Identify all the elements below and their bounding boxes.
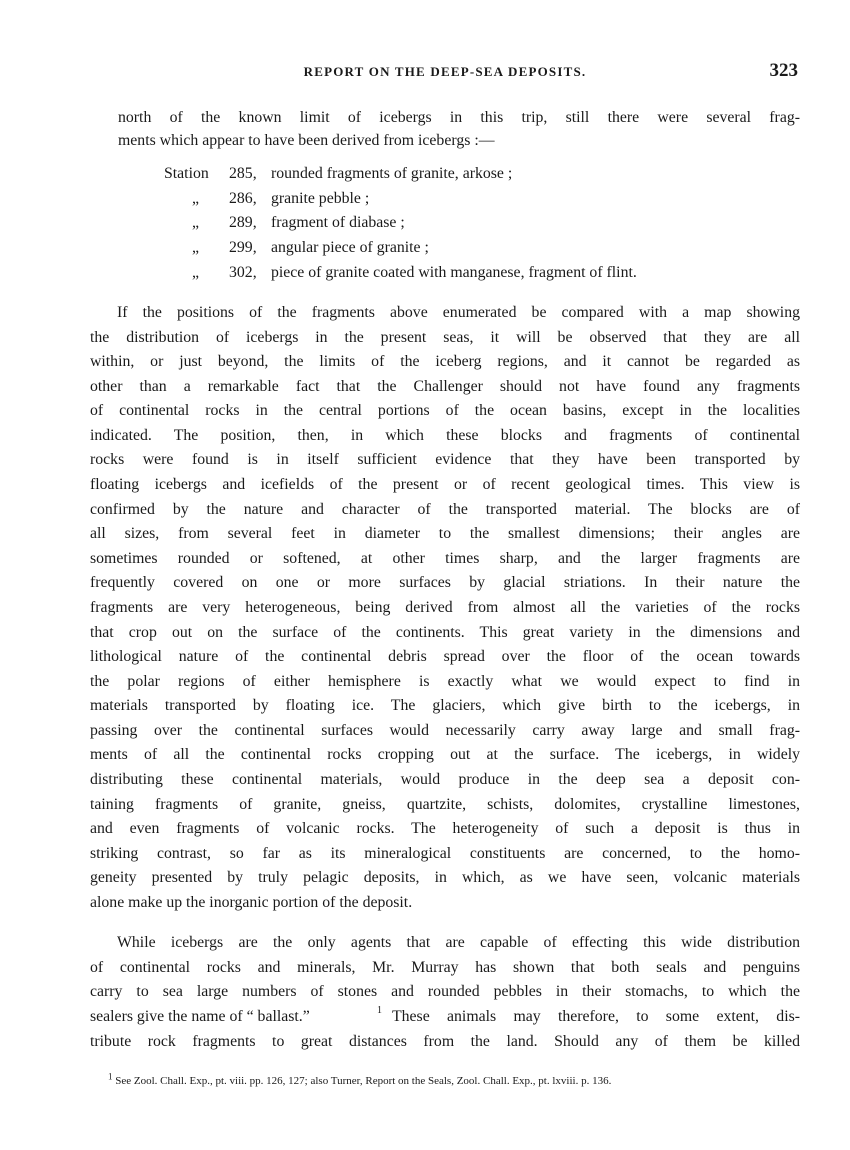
text-line: lithological nature of the continental debris spread over the floor of the ocean towards: [90, 648, 800, 665]
station-number: 302,: [229, 264, 257, 281]
station-number: 286,: [229, 190, 257, 207]
text-line: within, or just beyond, the limits of the iceberg regions, and it cannot be regarded as: [90, 353, 800, 370]
text-line-segment: These animals may therefore, to some extent, dis-: [392, 1008, 800, 1025]
station-description: piece of granite coated with manganese, fragment of flint.: [271, 264, 637, 281]
text-line: of continental rocks and minerals, Mr. Murray has shown that both seals and penguins: [90, 959, 800, 976]
text-line: materials transported by floating ice. The glaciers, which give birth to the icebergs, in: [90, 697, 800, 714]
station-prefix: Station: [164, 165, 209, 182]
text-line: indicated. The position, then, in which these blocks and fragments of continental: [90, 427, 800, 444]
text-line: alone make up the inorganic portion of the deposit.: [90, 894, 413, 911]
footnote-reference: 1: [377, 1005, 382, 1016]
text-line: ments which appear to have been derived from icebergs :—: [118, 132, 495, 149]
station-number: 299,: [229, 239, 257, 256]
text-line: the polar regions of either hemisphere is exactly what we would expect to find in: [90, 673, 800, 690]
page-number: 323: [769, 60, 798, 81]
station-description: fragment of diabase ;: [271, 214, 405, 231]
text-line-segment: sealers give the name of “ ballast.”: [90, 1008, 310, 1025]
text-line: ments of all the continental rocks cropping out at the surface. The icebergs, in widely: [90, 746, 800, 763]
text-line: striking contrast, so far as its mineralogical constituents are concerned, to the homo-: [90, 845, 800, 862]
station-description: rounded fragments of granite, arkose ;: [271, 165, 513, 182]
text-line: geneity presented by truly pelagic deposits, in which, as we have seen, volcanic materials: [90, 869, 800, 886]
text-line: floating icebergs and icefields of the present or of recent geological times. This view is: [90, 476, 800, 493]
station-description: angular piece of granite ;: [271, 239, 429, 256]
text-line: that crop out on the surface of the continents. This great variety in the dimensions and: [90, 624, 800, 641]
text-line: and even fragments of volcanic rocks. The heterogeneity of such a deposit is thus in: [90, 820, 800, 837]
ditto-mark: „: [192, 214, 200, 231]
text-line: of continental rocks in the central portions of the ocean basins, except in the localities: [90, 402, 800, 419]
station-number: 289,: [229, 214, 257, 231]
text-line: sometimes rounded or softened, at other times sharp, and the larger fragments are: [90, 550, 800, 567]
text-line: frequently covered on one or more surfaces by glacial striations. In their nature the: [90, 574, 800, 591]
footnote: [108, 1071, 778, 1088]
text-line: passing over the continental surfaces would necessarily carry away large and small frag-: [90, 722, 800, 739]
footnote-text: See Zool. Chall. Exp., pt. viii. pp. 126, 127; also Turner, Report on the Seals, Zool. Chall. Exp., pt. lxviii. p. 136.: [115, 1075, 612, 1087]
ditto-mark: „: [192, 190, 200, 207]
text-line: taining fragments of granite, gneiss, quartzite, schists, dolomites, crystalline limestones,: [90, 796, 800, 813]
text-line: all sizes, from several feet in diameter to the smallest dimensions; their angles are: [90, 525, 800, 542]
text-line: While icebergs are the only agents that are capable of effecting this wide distribution: [117, 934, 800, 951]
station-number: 285,: [229, 165, 257, 182]
text-line: confirmed by the nature and character of the transported material. The blocks are of: [90, 501, 800, 518]
text-line: fragments are very heterogeneous, being derived from almost all the varieties of the rocks: [90, 599, 800, 616]
text-line: other than a remarkable fact that the Challenger should not have found any fragments: [90, 378, 800, 395]
station-description: granite pebble ;: [271, 190, 370, 207]
text-line: distributing these continental materials, would produce in the deep sea a deposit con-: [90, 771, 800, 788]
page-header: [90, 60, 800, 90]
running-head: REPORT ON THE DEEP-SEA DEPOSITS.: [303, 64, 587, 79]
text-line: carry to sea large numbers of stones and rounded pebbles in their stomachs, to which the: [90, 983, 800, 1000]
text-line: tribute rock fragments to great distances from the land. Should any of them be killed: [90, 1033, 800, 1050]
ditto-mark: „: [192, 264, 200, 281]
text-line: north of the known limit of icebergs in this trip, still there were several frag-: [118, 109, 800, 126]
ditto-mark: „: [192, 239, 200, 256]
text-line: rocks were found is in itself sufficient evidence that they have been transported by: [90, 451, 800, 468]
text-line: If the positions of the fragments above enumerated be compared with a map showing: [117, 304, 800, 321]
footnote-marker: 1: [108, 1071, 113, 1082]
text-line: the distribution of icebergs in the present seas, it will be observed that they are all: [90, 329, 800, 346]
